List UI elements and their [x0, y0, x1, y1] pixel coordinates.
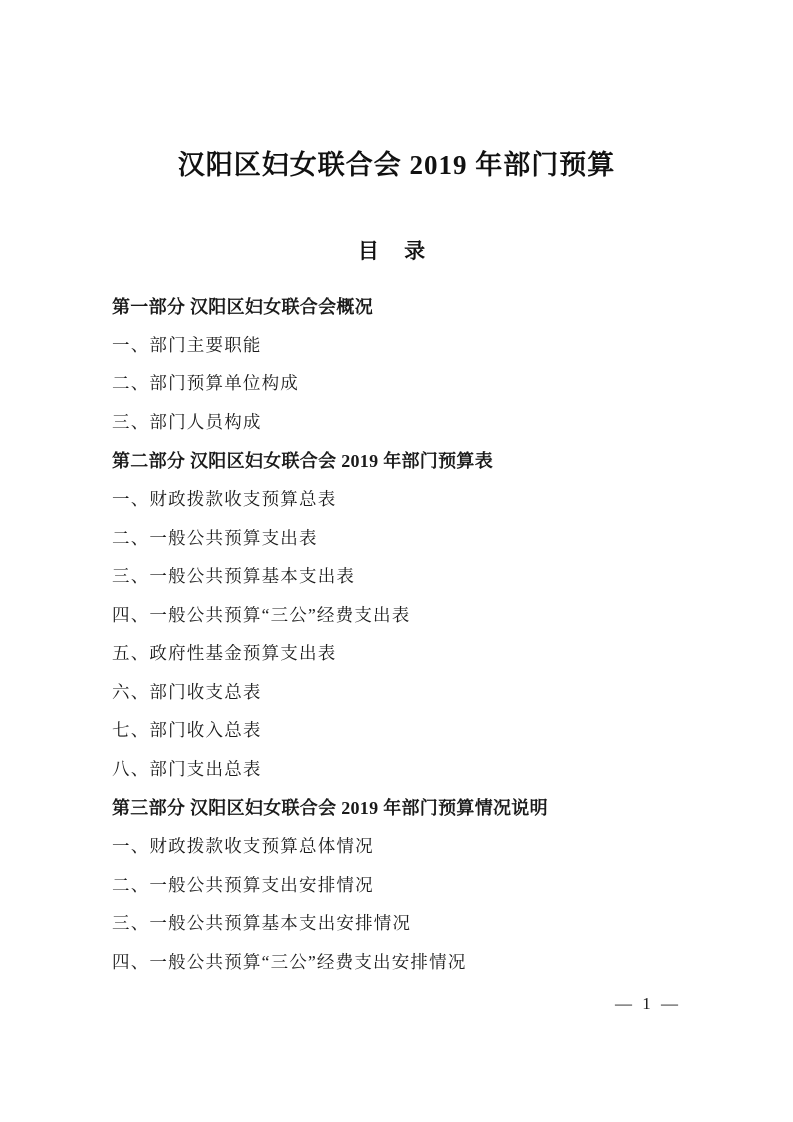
page-number: — 1 —: [615, 994, 681, 1013]
toc-item: 一、财政拨款收支预算总表: [112, 489, 337, 510]
toc-item: 四、一般公共预算“三公”经费支出表: [112, 604, 411, 625]
toc-item: 三、一般公共预算基本支出表: [112, 566, 356, 587]
toc-part-heading: 第三部分 汉阳区妇女联合会 2019 年部门预算情况说明: [112, 798, 548, 819]
toc-part-heading: 第一部分 汉阳区妇女联合会概况: [112, 296, 373, 317]
toc-heading: 目 录: [357, 239, 436, 264]
toc-item: 三、一般公共预算基本支出安排情况: [112, 913, 412, 934]
toc-item: 八、部门支出总表: [112, 758, 262, 779]
toc-item: 一、部门主要职能: [112, 334, 262, 355]
toc-item: 四、一般公共预算“三公”经费支出安排情况: [112, 951, 467, 972]
toc-item: 七、部门收入总表: [112, 720, 262, 741]
toc-item: 二、部门预算单位构成: [112, 373, 299, 394]
toc-item: 二、一般公共预算支出安排情况: [112, 874, 374, 895]
toc-item: 二、一般公共预算支出表: [112, 527, 318, 548]
toc-item: 三、部门人员构成: [112, 411, 262, 432]
table-of-contents: [112, 273, 681, 982]
toc-item: 一、财政拨款收支预算总体情况: [112, 836, 374, 857]
toc-part-heading: 第二部分 汉阳区妇女联合会 2019 年部门预算表: [112, 451, 493, 472]
toc-item: 五、政府性基金预算支出表: [112, 643, 337, 664]
page-title: 汉阳区妇女联合会 2019 年部门预算: [177, 150, 616, 180]
toc-item: 六、部门收支总表: [112, 681, 262, 702]
